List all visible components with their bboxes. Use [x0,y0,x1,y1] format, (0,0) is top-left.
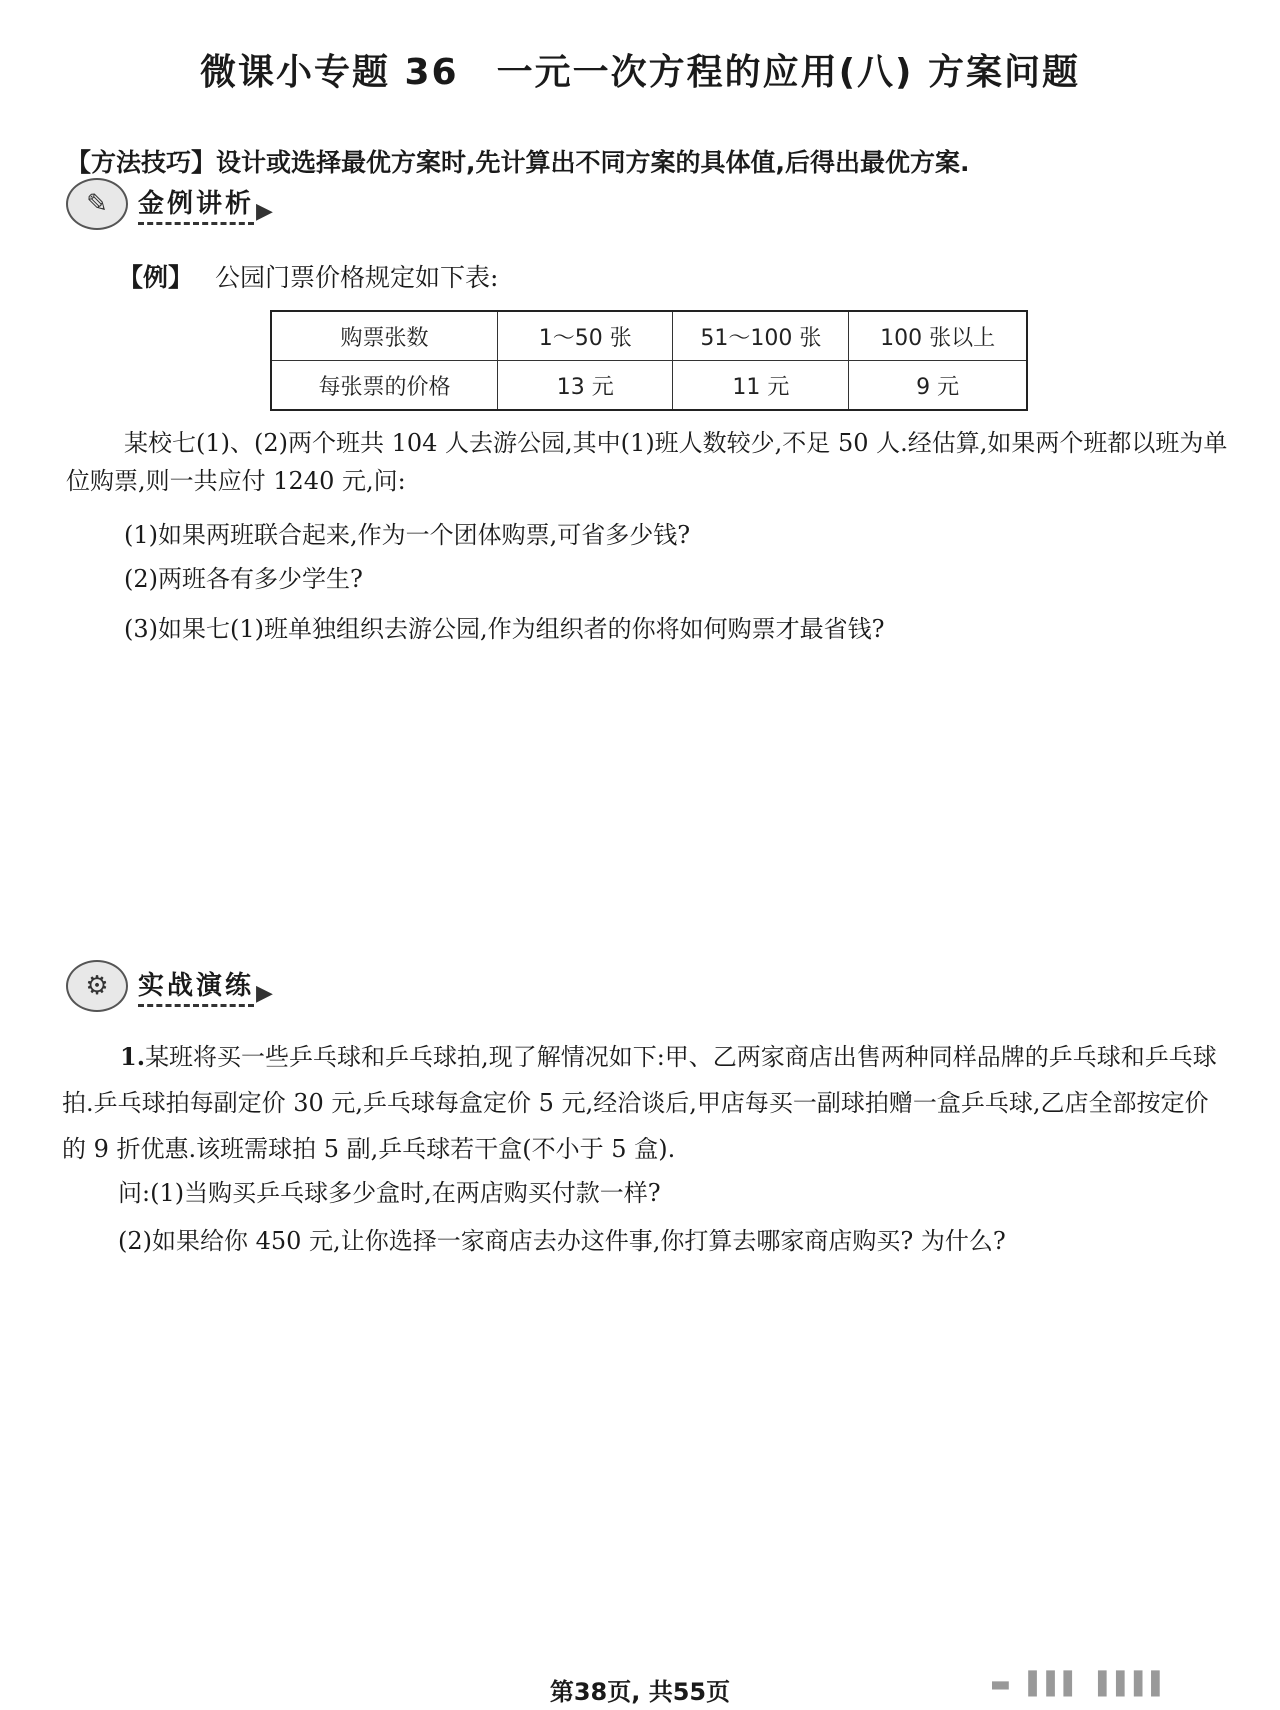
table-row [271,311,1027,361]
practice-question-2: (2)如果给你 450 元,让你选择一家商店去办这件事,你打算去哪家商店购买? 为什么? [118,1227,1006,1255]
table-cell: 100 张以上 [849,311,1027,361]
practice-question-1: 问:(1)当购买乒乓球多少盒时,在两店购买付款一样? [118,1179,661,1207]
table-cell: 11 元 [673,361,849,411]
example-intro [118,258,498,294]
example-icon: ✎ [66,178,128,230]
arrow-icon: ▶ [256,980,273,1006]
table-cell: 51～100 张 [673,311,849,361]
section-banner-practice [66,960,273,1012]
example-question-3: (3)如果七(1)班单独组织去游公园,作为组织者的你将如何购票才最省钱? [124,615,885,643]
example-question-1: (1)如果两班联合起来,作为一个团体购票,可省多少钱? [124,521,691,549]
watermark: ▬ ▐▐ ▌ ▐▐▐ ▌ [990,1672,1170,1697]
section-label-example: 金例讲析 [138,183,254,225]
table-row [271,361,1027,411]
example-tag: 【例】 [118,263,194,292]
page-title: 微课小专题 36 一元一次方程的应用(八) 方案问题 [199,52,1081,93]
page-number: 第38页, 共55页 [549,1678,731,1706]
section-label-practice: 实战演练 [138,965,254,1007]
table-cell: 1～50 张 [498,311,673,361]
practice-icon: ⚙ [66,960,128,1012]
example-intro-text: 公园门票价格规定如下表: [215,263,499,292]
section-banner-example [66,178,273,230]
table-cell: 13 元 [498,361,673,411]
table-cell: 每张票的价格 [271,361,498,411]
practice-text: 某班将买一些乒乓球和乒乓球拍,现了解情况如下:甲、乙两家商店出售两种同样品牌的乒乓球和乒乓球拍.乒乓球拍每副定价 30 元,乒乓球每盒定价 5 元,经洽谈后,甲店每买一副球拍赠一盒乒乓球,乙店全部按定价的 9 折优惠.该班需球拍 5 副,乒乓球若干盒(不小于 5 盒). [62,1043,1217,1163]
ticket-price-table [270,310,1028,411]
table-cell: 9 元 [849,361,1027,411]
table-cell: 购票张数 [271,311,498,361]
example-text: 某校七(1)、(2)两个班共 104 人去游公园,其中(1)班人数较少,不足 50 人.经估算,如果两个班都以班为单位购票,则一共应付 1240 元,问: [66,429,1228,495]
arrow-icon: ▶ [256,198,273,224]
problem-number: 1. [120,1042,146,1071]
method-tip: 【方法技巧】设计或选择最优方案时,先计算出不同方案的具体值,后得出最优方案. [66,148,970,177]
example-question-2: (2)两班各有多少学生? [124,565,363,593]
practice-problem [62,1034,1232,1172]
